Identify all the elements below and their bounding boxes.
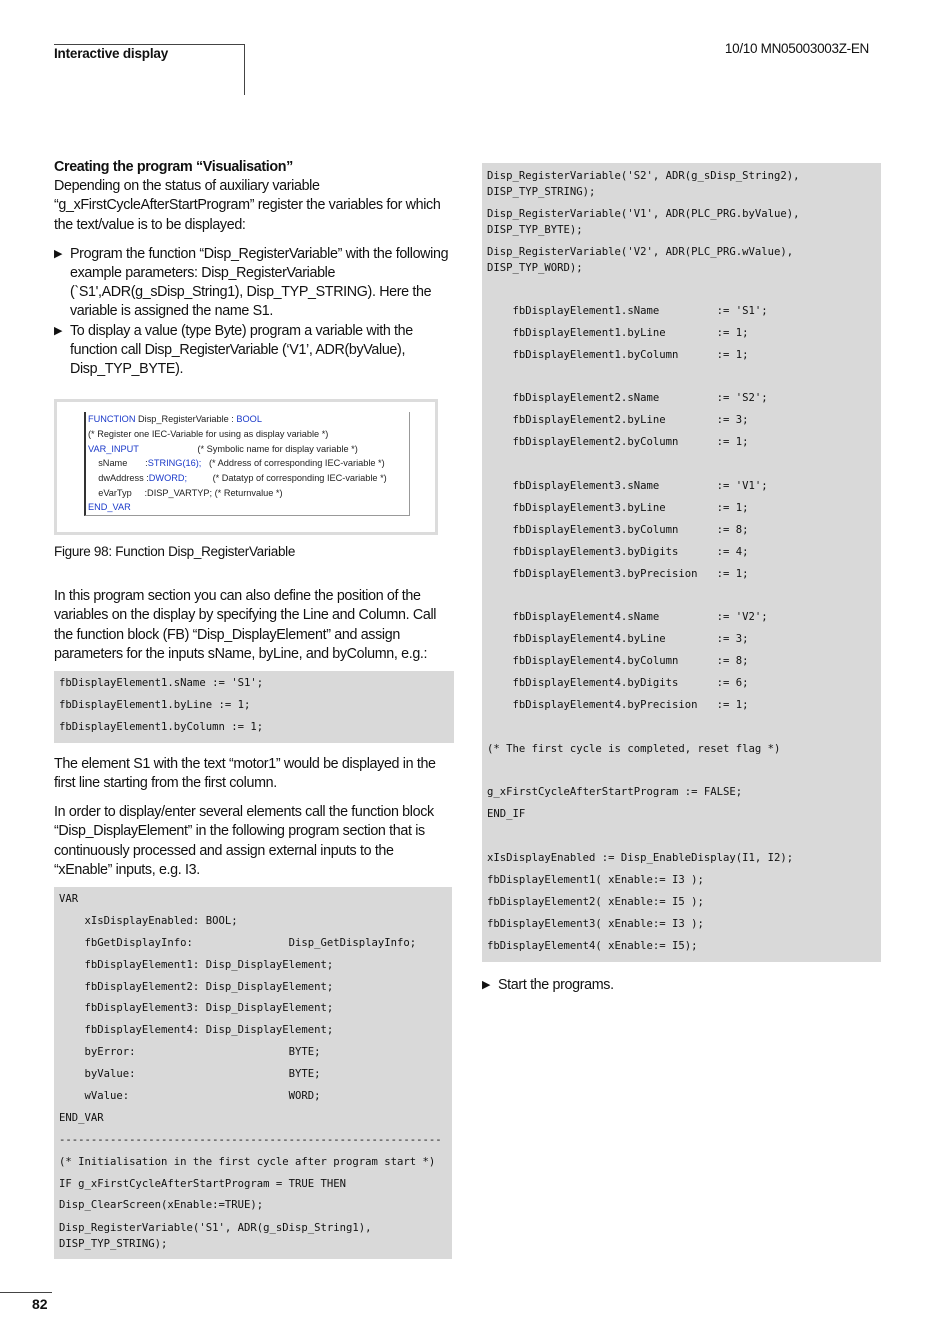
code-line: fbDisplayElement4.byColumn := 8;: [487, 655, 749, 668]
code-line: fbDisplayElement1.byLine := 1;: [487, 326, 749, 339]
code-block-example: [54, 671, 454, 743]
bullet-text: Program the function “Disp_RegisterVariable” with the following example parameters: Disp_RegisterVariable (`S1',ADR(g_sDisp_String1), Disp_TYP_STRING). Here the variable is assigned the name S1.: [70, 245, 449, 320]
arrow-bullet-icon: ▶: [54, 324, 63, 337]
code-line: fbDisplayElement2.sName := 'S2';: [487, 392, 768, 405]
right-column: [482, 163, 881, 995]
header-doc-id: 10/10 MN05003003Z-EN: [724, 41, 869, 56]
code-line: Disp_RegisterVariable('V1', ADR(PLC_PRG.byValue), DISP_TYP_BYTE);: [487, 208, 800, 236]
page-number: 82: [32, 1296, 48, 1312]
intro-paragraph: Depending on the status of auxiliary variable “g_xFirstCycleAfterStartProgram” register the variables for which the text/value is to be displayed:: [54, 178, 441, 233]
code-line: g_xFirstCycleAfterStartProgram := FALSE;: [487, 786, 743, 799]
code-line: fbDisplayElement1.byColumn := 1;: [59, 720, 264, 733]
code-line: Disp_RegisterVariable('V2', ADR(PLC_PRG.wValue), DISP_TYP_WORD);: [487, 246, 794, 274]
bullet-item: [54, 245, 454, 322]
arrow-bullet-icon: ▶: [54, 247, 63, 260]
code-line: Disp_RegisterVariable('S1', ADR(g_sDisp_String1), DISP_TYP_STRING);: [59, 1222, 372, 1251]
code-line: byValue: BYTE;: [59, 1068, 321, 1081]
code-line: fbDisplayElement2: Disp_DisplayElement;: [59, 980, 334, 993]
figure-screenshot: [54, 399, 438, 535]
code-line: fbDisplayElement4.sName := 'V2';: [487, 611, 768, 624]
code-line: fbDisplayElement1.byLine := 1;: [59, 698, 251, 711]
code-line: END_VAR: [59, 1111, 104, 1124]
code-line: [487, 717, 876, 739]
code-line: byError: BYTE;: [59, 1046, 321, 1059]
bullet-text: Start the programs.: [498, 976, 614, 993]
section-heading: Creating the program “Visualisation”: [54, 159, 293, 175]
code-line: fbDisplayElement3.sName := 'V1';: [487, 480, 768, 493]
code-line: xIsDisplayEnabled: BOOL;: [59, 914, 238, 927]
code-line: [487, 826, 876, 848]
code-line: fbDisplayElement3.byDigits := 4;: [487, 545, 749, 558]
code-line: fbDisplayElement2.byColumn := 1;: [487, 436, 749, 449]
code-line: fbDisplayElement4.byPrecision := 1;: [487, 698, 749, 711]
header-rule: [54, 44, 244, 45]
code-line: fbDisplayElement4( xEnable:= I5);: [487, 939, 698, 952]
code-line: Disp_ClearScreen(xEnable:=TRUE);: [59, 1199, 264, 1212]
code-line: fbGetDisplayInfo: Disp_GetDisplayInfo;: [59, 936, 417, 949]
code-line: [487, 585, 876, 607]
code-line: fbDisplayElement3( xEnable:= I3 );: [487, 917, 704, 930]
code-line: END_IF: [487, 808, 526, 821]
left-column: [54, 158, 454, 1259]
code-line: fbDisplayElement1.sName := 'S1';: [59, 677, 264, 690]
code-line: wValue: WORD;: [59, 1089, 321, 1102]
code-line: fbDisplayElement4.byDigits := 6;: [487, 677, 749, 690]
code-line: fbDisplayElement1.byColumn := 1;: [487, 348, 749, 361]
figure-code-listing: FUNCTION Disp_RegisterVariable : BOOL (* Register one IEC-Variable for using as display variable *) VAR_INPUT (* Symbolic name for display variable *) sName :STRING(16); (* Address of corresponding IEC-variable *) dwAddress :DWORD; (* Datatyp of corresponding IEC-variable *) eVarTyp :DISP_VARTYP; (* Returnvalue *) END_VAR: [84, 412, 410, 516]
code-block-continuation: [482, 163, 881, 962]
code-line: fbDisplayElement1( xEnable:= I3 );: [487, 874, 704, 887]
code-line: [487, 279, 876, 301]
code-line: fbDisplayElement2( xEnable:= I5 );: [487, 895, 704, 908]
code-line: Disp_RegisterVariable('S2', ADR(g_sDisp_String2), DISP_TYP_STRING);: [487, 170, 800, 198]
paragraph-several-elements: In order to display/enter several elements call the function block “Disp_DisplayElement” in the following program section that is continuously processed and assign external inputs to the “xEnable” inputs, e.g. I3.: [54, 804, 434, 878]
code-line: fbDisplayElement1: Disp_DisplayElement;: [59, 958, 334, 971]
code-line: fbDisplayElement3.byColumn := 8;: [487, 523, 749, 536]
code-line: fbDisplayElement4.byLine := 3;: [487, 633, 749, 646]
paragraph-element-s1: The element S1 with the text “motor1” would be displayed in the first line starting from the first column.: [54, 755, 436, 791]
code-block-var-declaration: [54, 887, 452, 1259]
code-line: [487, 454, 876, 476]
code-line: IF g_xFirstCycleAfterStartProgram = TRUE THEN: [59, 1177, 347, 1190]
code-line: fbDisplayElement3.byPrecision := 1;: [487, 567, 749, 580]
code-line: fbDisplayElement3: Disp_DisplayElement;: [59, 1002, 334, 1015]
code-line: xIsDisplayEnabled := Disp_EnableDisplay(I1, I2);: [487, 852, 794, 865]
code-line: VAR: [59, 892, 79, 905]
arrow-bullet-icon: ▶: [482, 978, 491, 991]
paragraph-position: In this program section you can also define the position of the variables on the display by specifying the Line and Column. Call the function block (FB) “Disp_DisplayElement” and assign parameters for the inputs sName, byLine, and byColumn, e.g.:: [54, 588, 437, 662]
code-line: (* The first cycle is completed, reset flag *): [487, 742, 781, 755]
code-line: (* Initialisation in the first cycle after program start *): [59, 1155, 436, 1168]
footer-rule: [0, 1292, 52, 1293]
bullet-item: [482, 976, 881, 995]
header-section-title: Interactive display: [54, 46, 169, 61]
code-line: fbDisplayElement2.byLine := 3;: [487, 414, 749, 427]
code-line: fbDisplayElement1.sName := 'S1';: [487, 304, 768, 317]
bullet-text: To display a value (type Byte) program a variable with the function call Disp_RegisterVariable (‘V1’, ADR(byValue), Disp_TYP_BYTE).: [70, 322, 413, 378]
code-line: [487, 761, 876, 783]
code-line: fbDisplayElement4: Disp_DisplayElement;: [59, 1024, 334, 1037]
figure-caption: Figure 98: Function Disp_RegisterVariable: [54, 544, 296, 560]
code-line: ------------------------------------------------------------: [59, 1133, 442, 1146]
code-line: [487, 367, 876, 389]
code-line: fbDisplayElement3.byLine := 1;: [487, 501, 749, 514]
header-divider: [244, 44, 245, 95]
bullet-item: [54, 322, 454, 380]
